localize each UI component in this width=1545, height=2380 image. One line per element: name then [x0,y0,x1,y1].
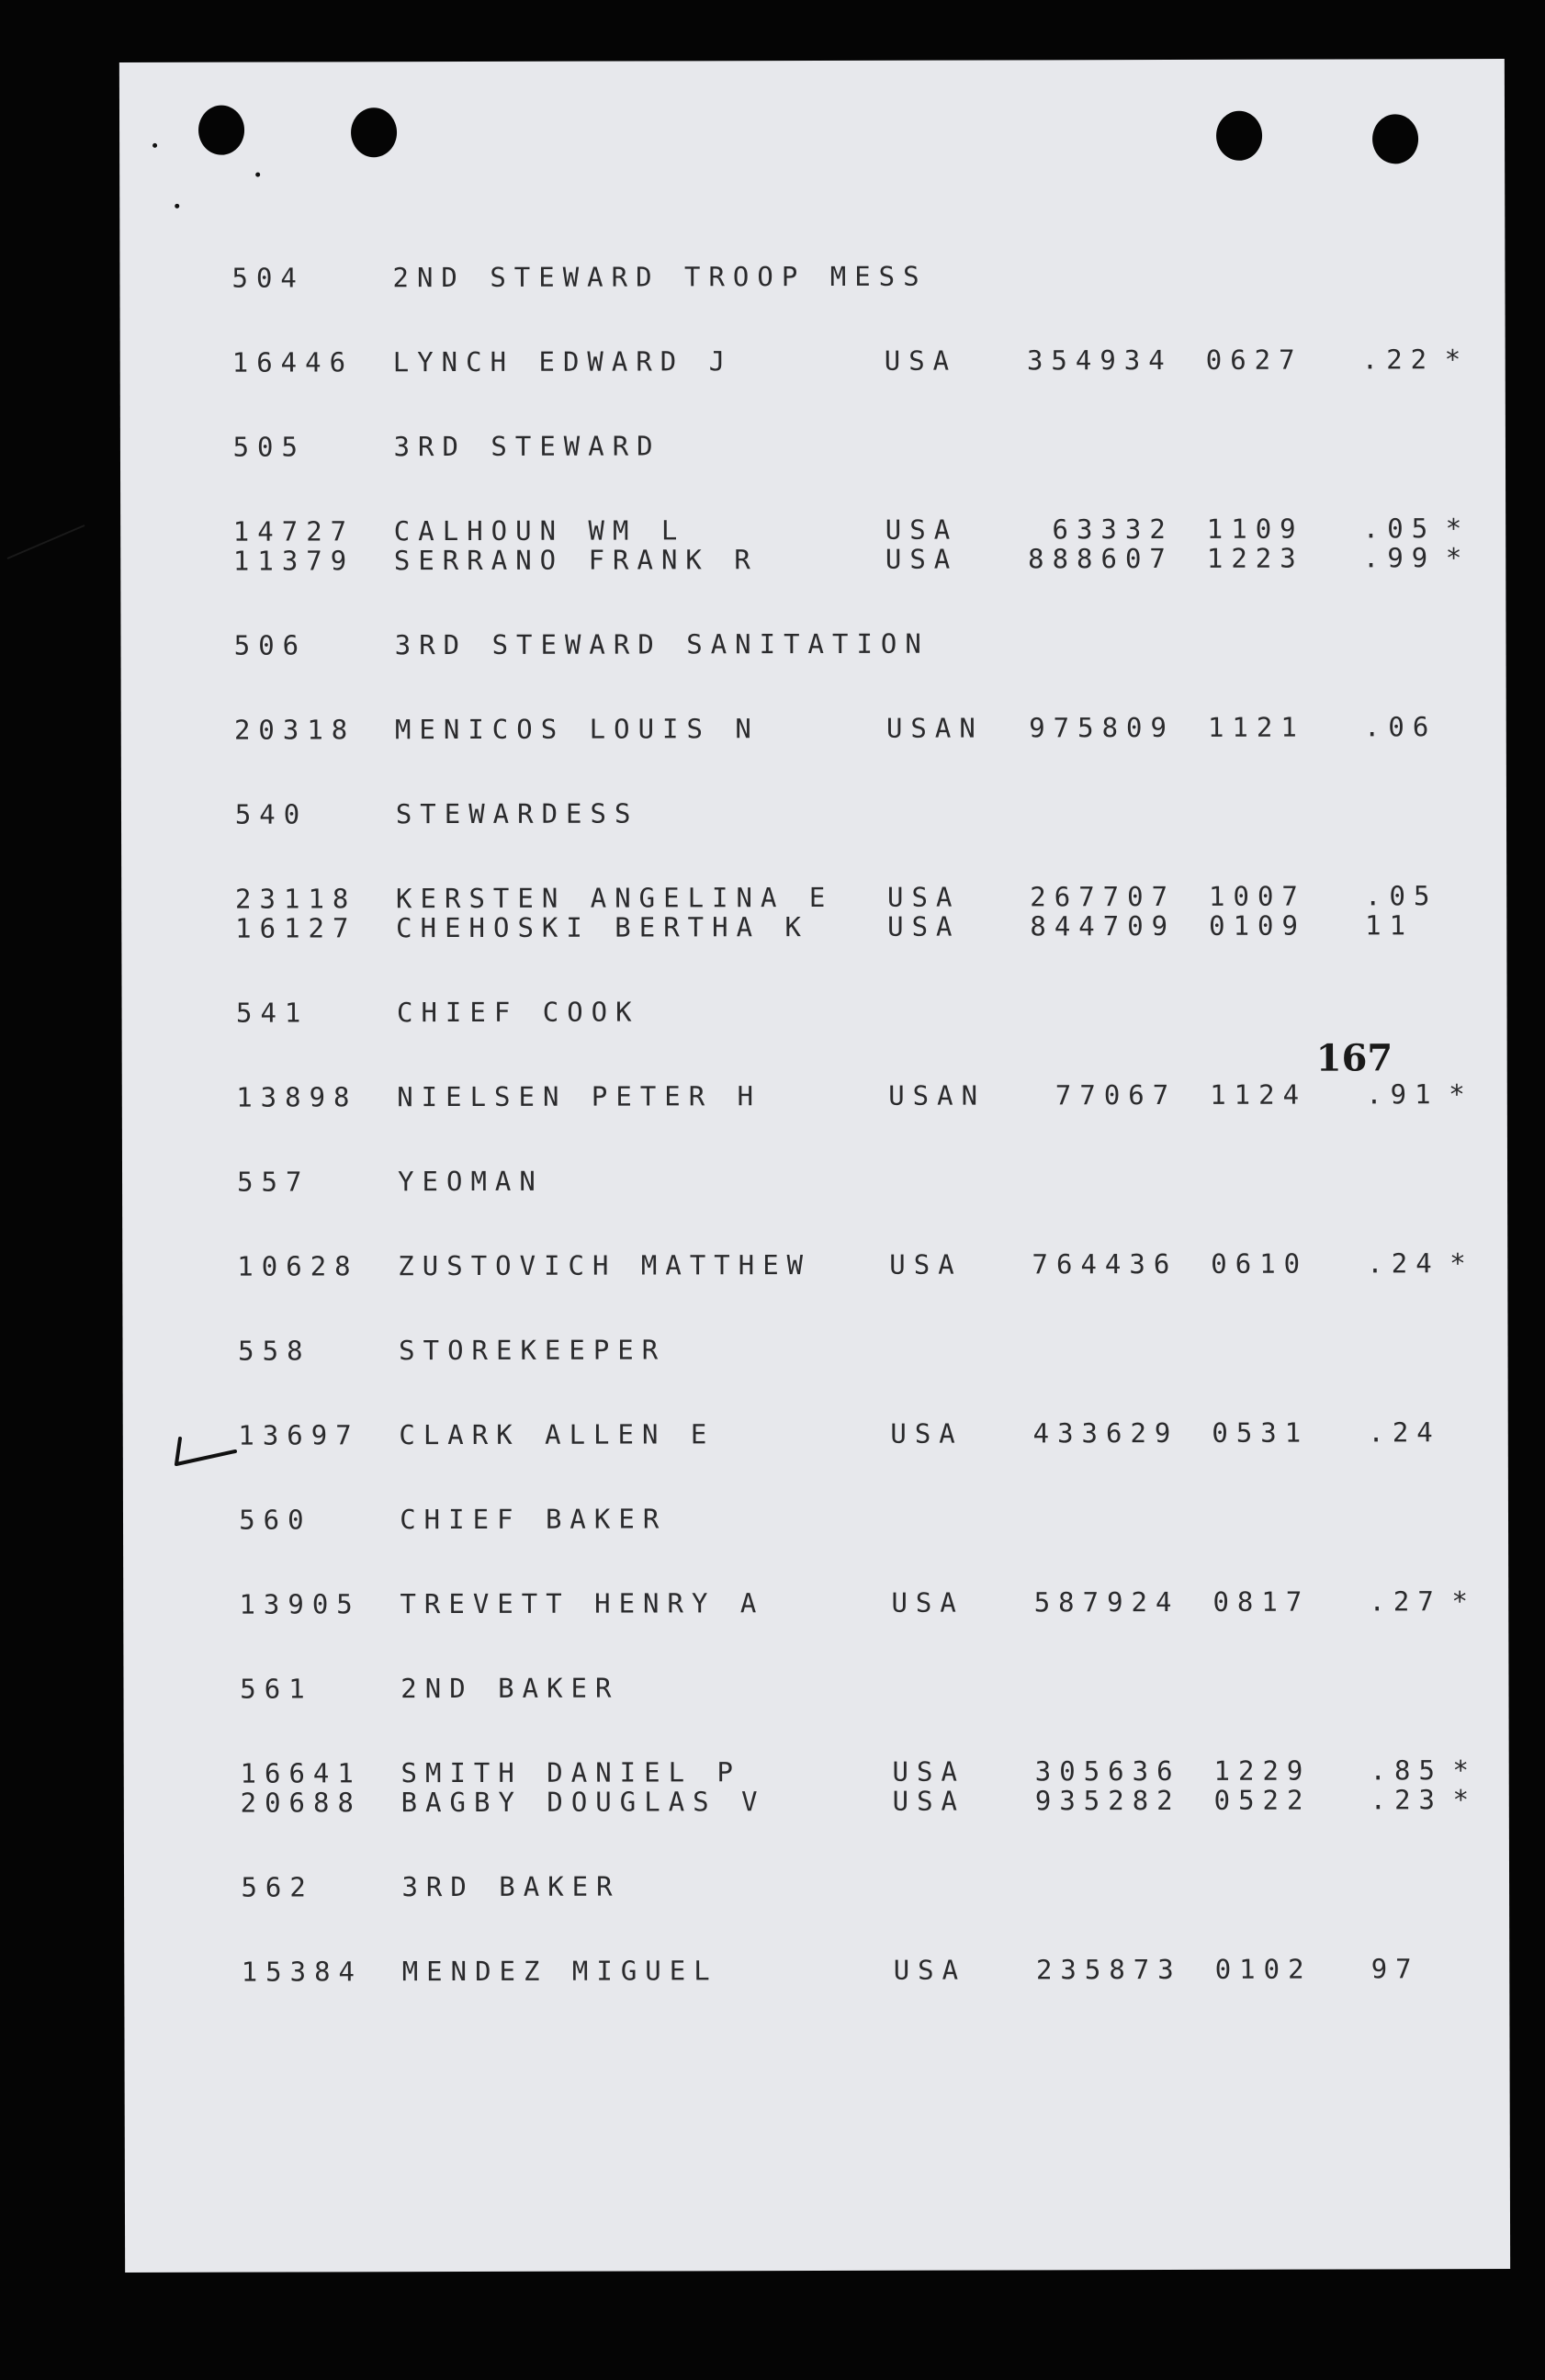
date-code: 0610 [1211,1247,1309,1280]
asterisk-mark: * [1452,1784,1470,1816]
crew-name: NIELSEN PETER H [397,1080,762,1113]
fraction-value: .05 [1362,513,1437,545]
asterisk-mark: * [1449,1078,1465,1111]
fraction-value: .91 [1366,1078,1439,1111]
crew-name: LYNCH EDWARD J [392,345,734,378]
citizenship: USA [891,1586,964,1619]
section-header [238,1332,1487,1367]
citizenship: USA [892,1755,965,1788]
serial-number: 975809 [1029,711,1175,744]
serial-number: 63332 [1052,513,1174,546]
date-code: 1007 [1208,880,1306,912]
date-code: 1121 [1207,711,1305,743]
section-header [231,259,1481,294]
fraction-value: .24 [1367,1247,1440,1280]
crew-entry-row [234,711,1483,746]
section-header [234,626,1483,661]
crew-name: CHEHOSKI BERTHA K [396,911,809,944]
fraction-value: .85 [1370,1754,1443,1787]
crew-name: ZUSTOVICH MATTHEW [398,1249,812,1282]
fraction-value: 11 [1365,909,1415,942]
pencil-slash-mark [4,522,88,562]
crew-name: KERSTEN ANGELINA E [395,881,834,915]
asterisk-mark: * [1451,1585,1468,1618]
section-header [241,1868,1490,1903]
crew-entry-row [232,344,1482,378]
citizenship: USA [884,344,958,377]
date-code: 0522 [1213,1784,1312,1816]
position-title: 2ND BAKER [400,1672,620,1705]
crew-number: 16446 [231,346,355,378]
position-title: 3RD BAKER [401,1870,621,1903]
position-code: 541 [235,997,310,1029]
crew-entry-row [241,1784,1490,1819]
serial-number: 935282 [1034,1784,1181,1817]
serial-number: 888607 [1028,542,1174,575]
date-code: 1124 [1210,1078,1308,1111]
asterisk-mark: * [1452,1754,1470,1787]
citizenship: USA [885,513,959,546]
position-title: CHIEF BAKER [400,1503,668,1536]
crew-name: MENDEZ MIGUEL [401,1955,718,1988]
crew-number: 15384 [241,1956,364,1988]
section-header [236,994,1485,1029]
crew-name: SMITH DANIEL P [400,1756,742,1789]
serial-number: 844709 [1030,909,1177,942]
crew-name: SERRANO FRANK R [393,544,759,577]
position-title: YEOMAN [397,1165,544,1198]
serial-number: 433629 [1032,1416,1179,1449]
serial-number: 267707 [1030,880,1177,913]
date-code: 0102 [1214,1953,1313,1985]
section-header [232,428,1482,463]
date-code: 1229 [1213,1754,1312,1787]
position-code: 506 [233,629,308,661]
citizenship: USA [887,910,961,942]
crew-name: TREVETT HENRY A [400,1587,765,1620]
serial-number: 77067 [1054,1078,1178,1111]
crew-number: 16641 [240,1757,362,1789]
crew-entry-row [235,909,1484,944]
crew-name: BAGBY DOUGLAS V [400,1786,766,1819]
position-title: STOREKEEPER [399,1334,667,1367]
citizenship: USAN [885,712,984,744]
position-code: 505 [232,431,306,463]
position-code: 561 [240,1673,313,1705]
fraction-value: 97 [1370,1953,1420,1985]
fraction-value: .23 [1370,1784,1444,1816]
citizenship: USA [890,1417,964,1449]
position-title: STEWARDESS [395,797,639,830]
crew-name: MENICOS LOUIS N [394,713,760,746]
position-title: 3RD STEWARD SANITATION [394,627,930,661]
crew-entry-row [237,1247,1486,1282]
check-mark [175,1433,239,1470]
position-title: 3RD STEWARD [393,430,661,463]
asterisk-mark: * [1445,542,1462,574]
position-code: 560 [239,1504,312,1536]
citizenship: USAN [888,1079,987,1111]
date-code: 0817 [1212,1585,1311,1618]
position-code: 557 [236,1166,310,1198]
fraction-value: .27 [1369,1585,1442,1618]
date-code: 0109 [1209,909,1307,942]
serial-number: 587924 [1033,1585,1180,1619]
serial-number: 764436 [1032,1247,1178,1280]
serial-number: 305636 [1034,1754,1181,1788]
date-code: 1109 [1206,513,1304,545]
crew-number: 13905 [239,1588,361,1620]
crew-number: 16127 [235,912,357,944]
asterisk-mark: * [1449,1247,1466,1280]
serial-number: 354934 [1026,344,1173,377]
page-number: 167 [1315,1036,1393,1080]
section-header [239,1501,1488,1536]
crew-entry-row [233,542,1483,577]
crew-number: 14727 [232,515,355,547]
crew-entry-row [239,1585,1488,1620]
section-header [240,1670,1489,1705]
asterisk-mark: * [1445,513,1462,545]
date-code: 0531 [1212,1416,1310,1449]
date-code: 0627 [1205,344,1303,376]
crew-number: 10628 [237,1250,359,1282]
citizenship: USA [893,1954,967,1986]
crew-name: CALHOUN WM L [393,514,686,547]
position-title: 2ND STEWARD TROOP MESS [392,260,928,294]
position-code: 558 [238,1335,311,1367]
position-code: 504 [231,262,305,294]
crew-entry-row [242,1953,1491,1988]
crew-number: 13697 [238,1419,360,1451]
position-code: 562 [241,1871,314,1903]
citizenship: USA [892,1785,966,1817]
document-page [119,59,1510,2273]
crew-name: CLARK ALLEN E [399,1418,716,1451]
citizenship: USA [885,543,959,575]
serial-number: 235873 [1035,1953,1182,1986]
crew-entry-row [236,1078,1485,1113]
crew-number: 20688 [240,1787,362,1819]
position-code: 540 [234,798,309,830]
fraction-value: .99 [1362,542,1437,574]
crew-number: 23118 [234,883,357,915]
section-header [237,1163,1486,1198]
fraction-value: .24 [1368,1416,1441,1449]
citizenship: USA [886,881,961,913]
position-title: CHIEF COOK [396,996,640,1029]
date-code: 1223 [1206,542,1304,574]
crew-number: 11379 [232,545,355,577]
crew-listing [119,59,1510,2273]
fraction-value: .06 [1363,711,1438,743]
crew-entry-row [238,1416,1487,1451]
asterisk-mark: * [1444,344,1461,376]
citizenship: USA [889,1248,963,1280]
crew-number: 20318 [233,714,356,746]
fraction-value: .22 [1361,344,1436,376]
section-header [235,795,1484,830]
fraction-value: .05 [1364,880,1438,912]
crew-number: 13898 [236,1081,358,1113]
